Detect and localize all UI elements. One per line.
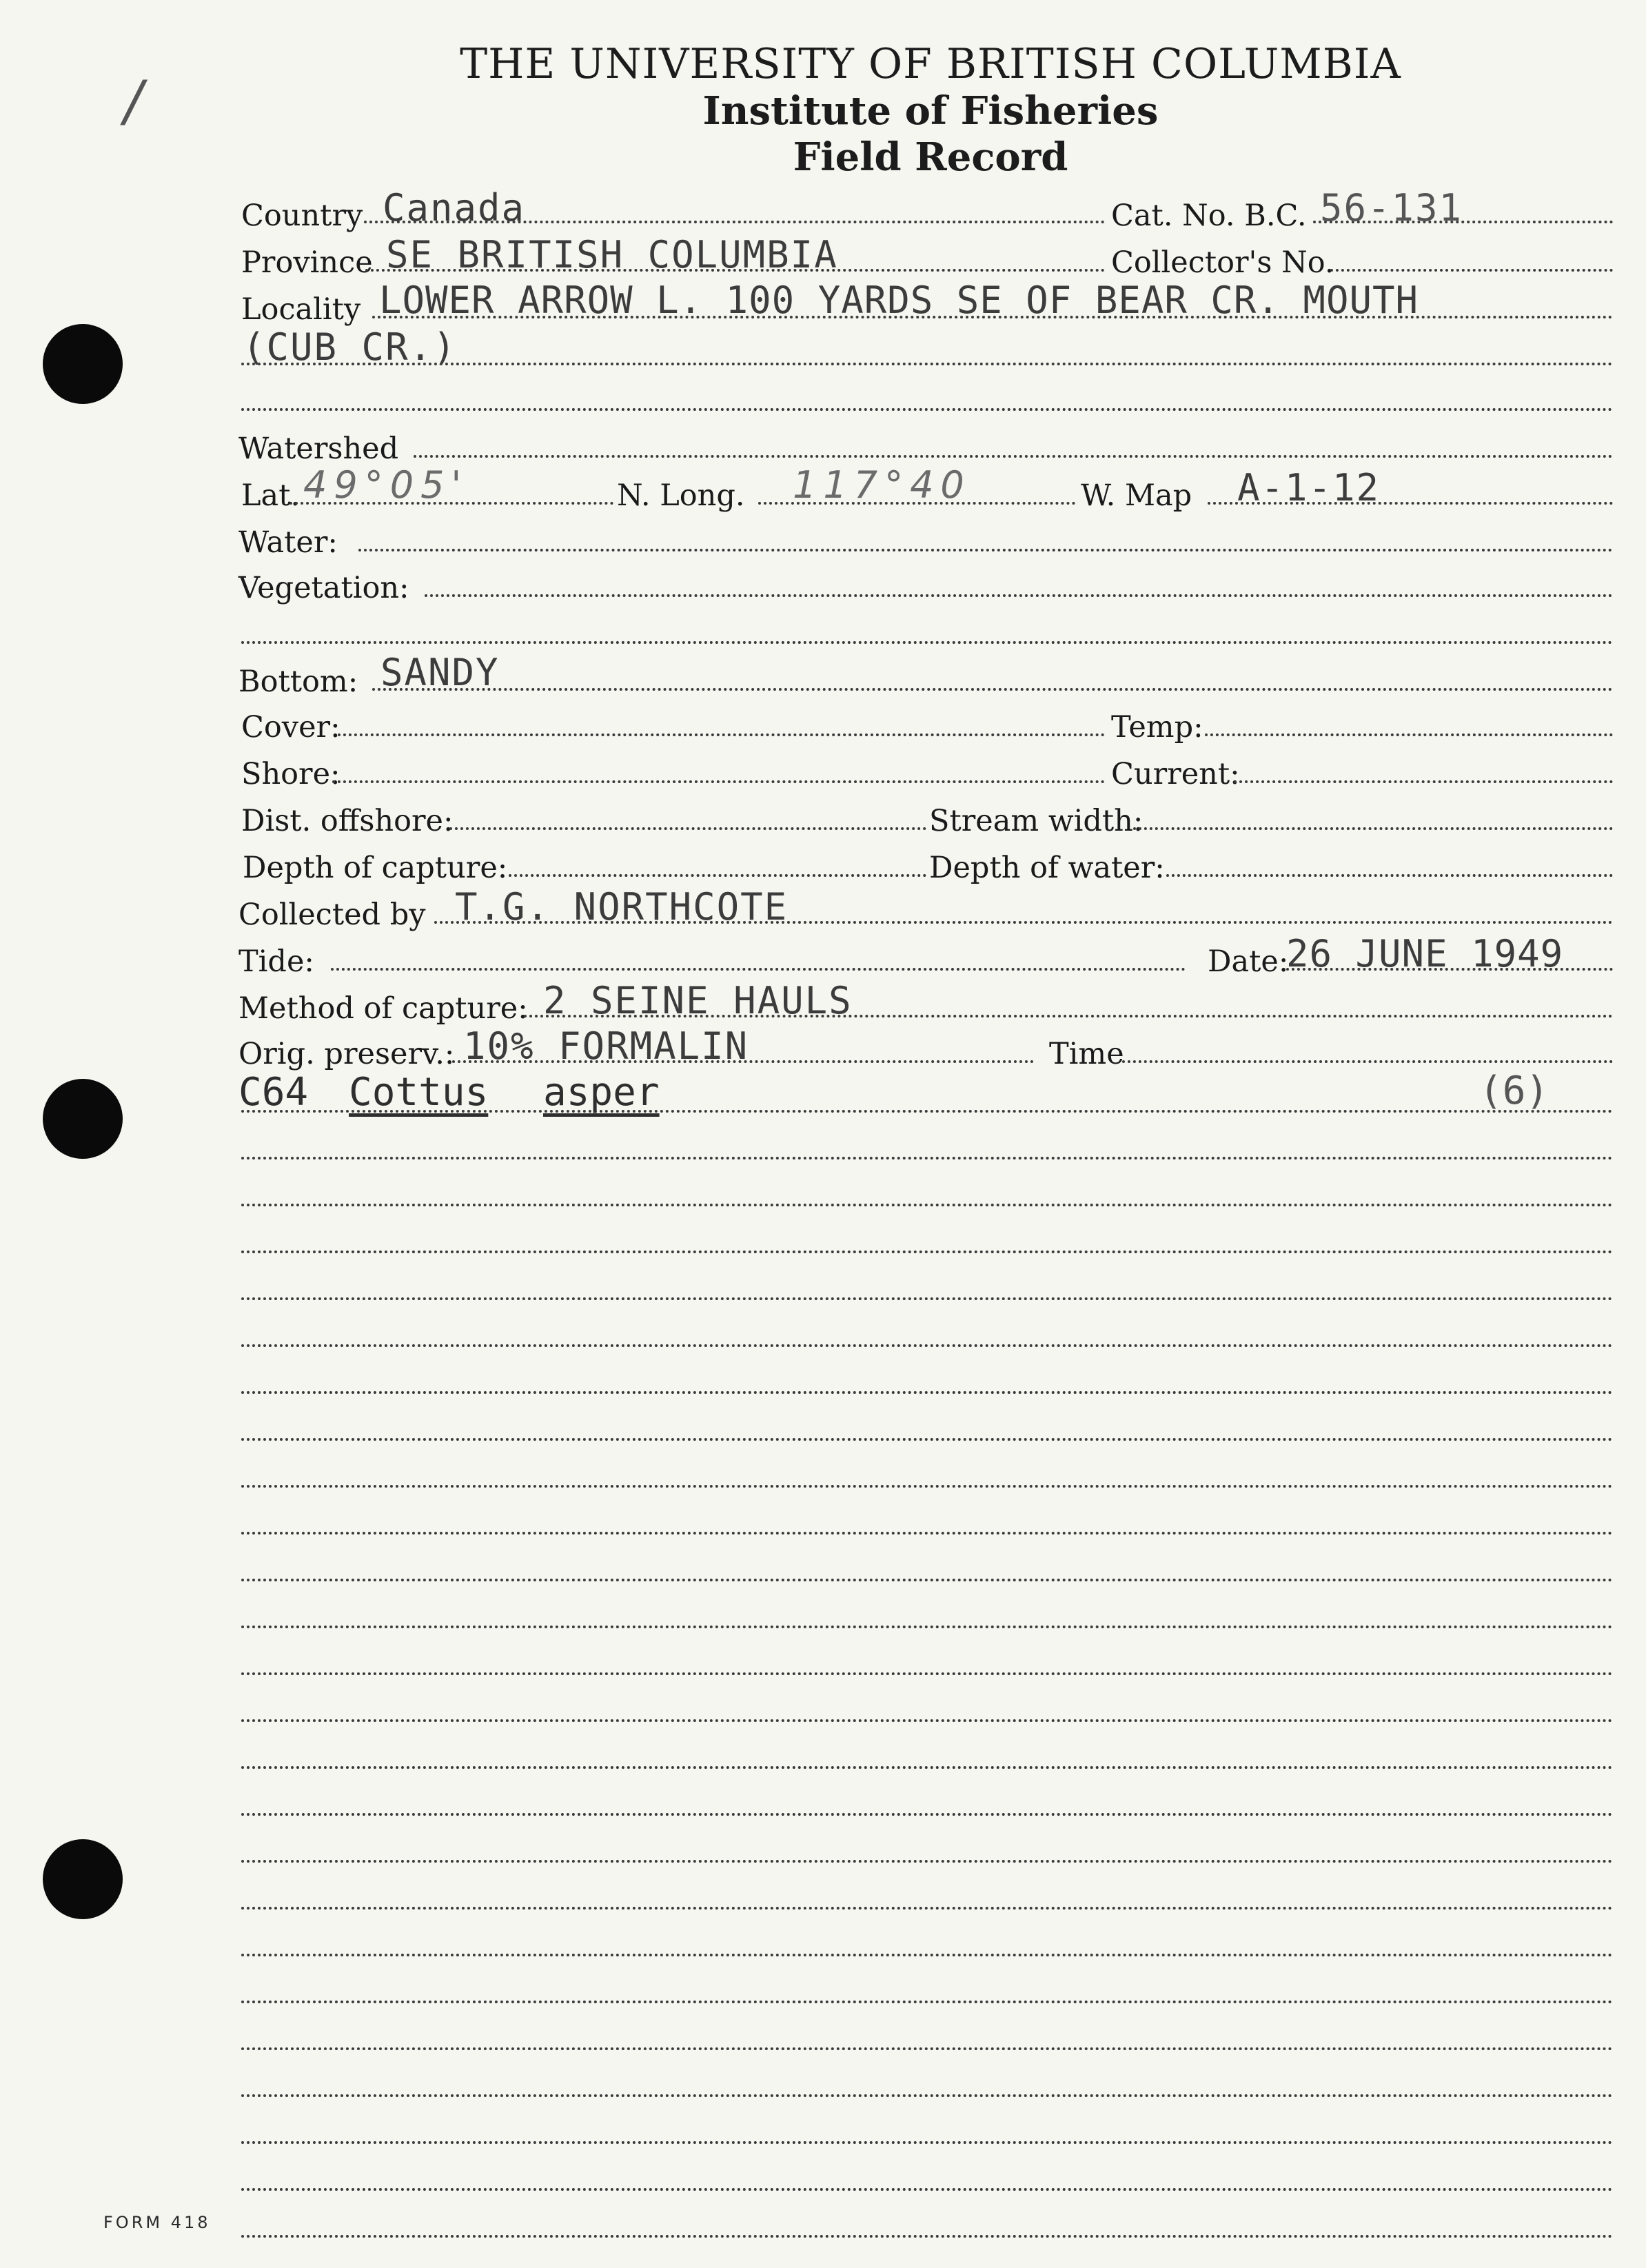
- blank-ruled-line: [241, 2141, 1613, 2144]
- blank-ruled-line: [241, 2188, 1613, 2191]
- orig-preserv-label: Orig. preserv.:: [238, 1037, 455, 1071]
- blank-ruled-line: [241, 1719, 1613, 1722]
- depth-of-capture-line: [509, 874, 926, 877]
- locality-label: Locality: [241, 292, 361, 327]
- vegetation-line-1: [425, 594, 1613, 597]
- tide-line: [331, 968, 1186, 971]
- date-label: Date:: [1208, 944, 1289, 979]
- current-line: [1234, 780, 1613, 783]
- blank-ruled-line: [241, 2235, 1613, 2238]
- bottom-value: SANDY: [380, 651, 500, 694]
- locality-value-line1: LOWER ARROW L. 100 YARDS SE OF BEAR CR. MOUTH: [379, 279, 1419, 322]
- cat-no-value: 56-131: [1320, 186, 1463, 230]
- stream-width-label: Stream width:: [929, 804, 1144, 838]
- dist-offshore-label: Dist. offshore:: [241, 804, 454, 838]
- blank-ruled-line: [241, 2094, 1613, 2097]
- blank-ruled-line: [241, 1297, 1613, 1300]
- collectors-no-line: [1330, 269, 1613, 272]
- specimen-count: (6): [1479, 1069, 1550, 1113]
- depth-of-water-line: [1166, 874, 1613, 877]
- blank-ruled-line: [241, 1954, 1613, 1956]
- record-title: Field Record: [793, 134, 1068, 180]
- binder-hole-top: [43, 324, 123, 404]
- blank-ruled-line: [241, 1157, 1613, 1160]
- date-value: 26 JUNE 1949: [1286, 932, 1564, 975]
- binder-hole-bottom: [43, 1839, 123, 1919]
- dist-offshore-line: [449, 827, 926, 830]
- bottom-line: [372, 688, 1613, 691]
- locality-line-3: [241, 408, 1613, 411]
- shore-label: Shore:: [241, 757, 341, 791]
- depth-of-capture-label: Depth of capture:: [243, 851, 508, 885]
- watershed-line: [414, 455, 1613, 458]
- lat-value: 49°05': [303, 463, 469, 507]
- long-value: 117°40: [793, 463, 971, 507]
- country-label: Country: [241, 199, 363, 233]
- blank-ruled-line: [241, 2001, 1613, 2003]
- specimen-genus: Cottus: [349, 1070, 489, 1115]
- n-long-label: N. Long.: [617, 478, 745, 513]
- depth-of-water-label: Depth of water:: [929, 851, 1165, 885]
- cover-label: Cover:: [241, 710, 341, 745]
- bottom-label: Bottom:: [238, 665, 358, 699]
- blank-ruled-line: [241, 1251, 1613, 1253]
- w-map-label: W. Map: [1081, 478, 1192, 513]
- locality-value-line2: (CUB CR.): [243, 325, 457, 369]
- blank-ruled-line: [241, 1344, 1613, 1347]
- blank-ruled-line: [241, 1579, 1613, 1581]
- vegetation-label: Vegetation:: [238, 571, 409, 605]
- water-line: [358, 549, 1613, 551]
- collected-by-value: T.G. NORTHCOTE: [455, 885, 789, 929]
- institute-title: Institute of Fisheries: [702, 88, 1159, 134]
- blank-ruled-line: [241, 1813, 1613, 1816]
- cat-no-label: Cat. No. B.C.: [1111, 199, 1307, 233]
- blank-ruled-line: [241, 1438, 1613, 1441]
- stream-width-line: [1133, 827, 1613, 830]
- time-line: [1122, 1060, 1613, 1063]
- specimen-species: asper: [543, 1070, 660, 1115]
- country-value: Canada: [383, 186, 526, 230]
- blank-ruled-line: [241, 1532, 1613, 1535]
- blank-ruled-line: [241, 1672, 1613, 1675]
- blank-ruled-line: [241, 1907, 1613, 1910]
- province-value: SE BRITISH COLUMBIA: [386, 233, 838, 276]
- margin-mark: /: [124, 69, 143, 133]
- province-label: Province: [241, 245, 373, 280]
- specimen-code: C64: [238, 1070, 309, 1115]
- collectors-no-label: Collector's No.: [1111, 245, 1334, 280]
- watershed-label: Watershed: [238, 432, 399, 466]
- collected-by-label: Collected by: [238, 898, 426, 932]
- binder-hole-middle: [43, 1079, 123, 1159]
- lat-label: Lat.: [241, 478, 301, 513]
- vegetation-line-2: [241, 641, 1613, 644]
- university-title: THE UNIVERSITY OF BRITISH COLUMBIA: [460, 40, 1401, 88]
- method-of-capture-value: 2 SEINE HAULS: [543, 979, 853, 1022]
- blank-ruled-line: [241, 1860, 1613, 1863]
- temp-line: [1205, 733, 1613, 736]
- method-of-capture-label: Method of capture:: [238, 991, 528, 1026]
- orig-preserv-value: 10% FORMALIN: [463, 1024, 749, 1068]
- blank-ruled-line: [241, 1204, 1613, 1206]
- map-value: A-1-12: [1237, 466, 1381, 509]
- blank-ruled-line: [241, 1626, 1613, 1628]
- current-label: Current:: [1111, 757, 1240, 791]
- blank-ruled-line: [241, 2047, 1613, 2050]
- temp-label: Temp:: [1111, 710, 1203, 745]
- water-label: Water:: [238, 525, 338, 560]
- blank-ruled-line: [241, 1766, 1613, 1769]
- time-label: Time: [1049, 1037, 1124, 1071]
- tide-label: Tide:: [238, 944, 314, 979]
- blank-ruled-line: [241, 1391, 1613, 1394]
- cover-line: [338, 733, 1105, 736]
- blank-ruled-line: [241, 1485, 1613, 1488]
- shore-line: [332, 780, 1105, 783]
- form-number: FORM 418: [103, 2213, 211, 2232]
